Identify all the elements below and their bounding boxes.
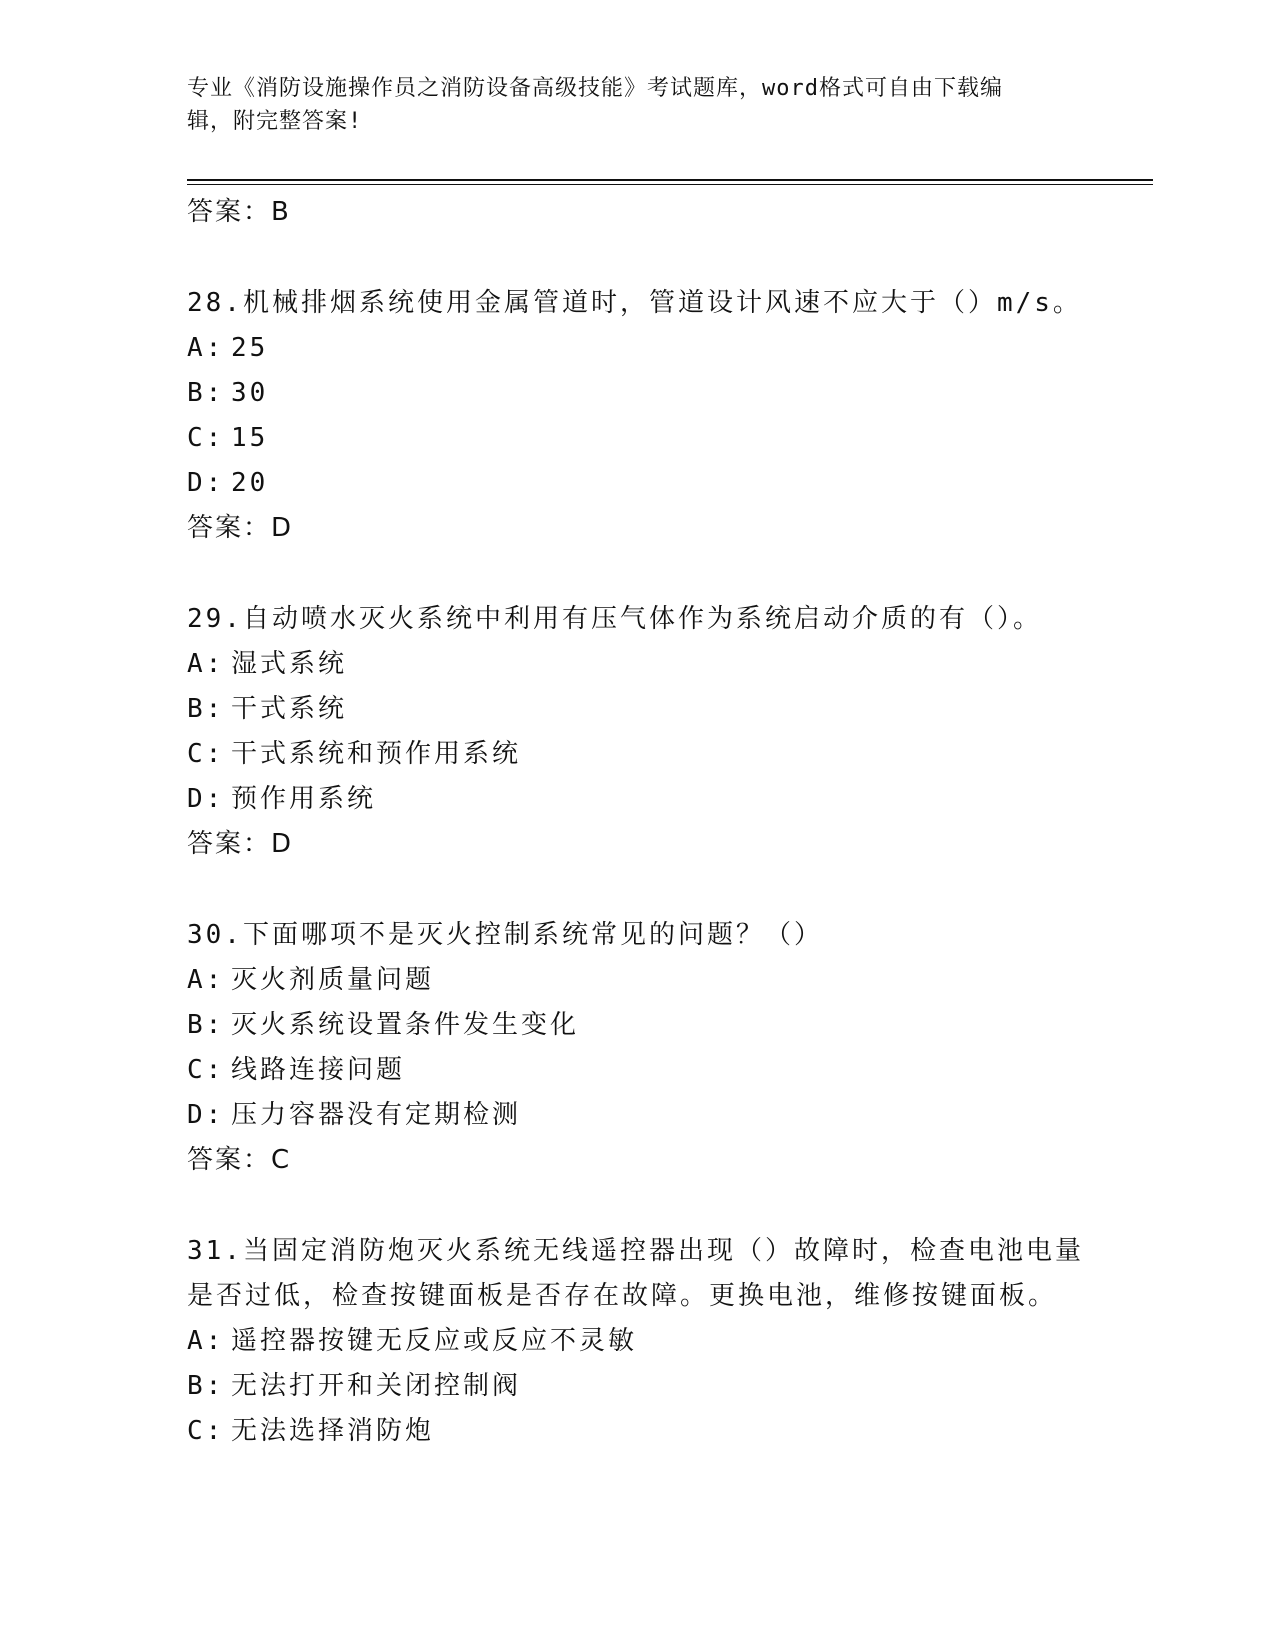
option-label: D:	[187, 784, 225, 814]
question-text: 30.下面哪项不是灭火控制系统常见的问题？（）	[187, 920, 823, 950]
option-b	[187, 1003, 1087, 1048]
question-30	[187, 913, 1087, 1183]
option-text: 无法打开和关闭控制阀	[231, 1371, 522, 1401]
option-label: B:	[187, 694, 225, 724]
option-label: B:	[187, 1010, 225, 1040]
option-label: A:	[187, 965, 225, 995]
option-label: D:	[187, 468, 225, 498]
question-31	[187, 1229, 1087, 1454]
option-label: C:	[187, 423, 225, 453]
option-a	[187, 326, 1087, 371]
option-text: 线路连接问题	[231, 1055, 406, 1085]
option-c	[187, 732, 1087, 777]
option-text: 15	[231, 423, 269, 453]
option-a	[187, 642, 1087, 687]
option-text: 干式系统	[231, 694, 348, 724]
option-text: 干式系统和预作用系统	[231, 739, 522, 769]
option-text: 30	[231, 378, 269, 408]
option-a	[187, 1319, 1087, 1364]
question-29	[187, 597, 1087, 867]
option-text: 压力容器没有定期检测	[231, 1100, 522, 1130]
question-text-line-2: 是否过低，检查按键面板是否存在故障。更换电池，维修按键面板。	[187, 1281, 1058, 1311]
question-list	[187, 190, 1087, 1454]
header-rule-thick	[187, 179, 1153, 181]
option-label: C:	[187, 1055, 225, 1085]
answer: 答案：C	[187, 1145, 292, 1175]
option-d	[187, 461, 1087, 506]
question-text: 29.自动喷水灭火系统中利用有压气体作为系统启动介质的有（）。	[187, 604, 1042, 634]
option-c	[187, 1409, 1087, 1454]
option-text: 预作用系统	[231, 784, 377, 814]
answer: 答案：D	[187, 513, 294, 543]
option-text: 灭火系统设置条件发生变化	[231, 1010, 580, 1040]
option-text: 25	[231, 333, 269, 363]
option-label: A:	[187, 649, 225, 679]
question-text: 28.机械排烟系统使用金属管道时，管道设计风速不应大于（）m/s。	[187, 288, 1082, 318]
header-line-2: 辑，附完整答案!	[187, 109, 363, 134]
option-b	[187, 687, 1087, 732]
option-d	[187, 1093, 1087, 1138]
option-text: 灭火剂质量问题	[231, 965, 435, 995]
option-text: 无法选择消防炮	[231, 1416, 435, 1446]
option-c	[187, 1048, 1087, 1093]
header-line-1: 专业《消防设施操作员之消防设备高级技能》考试题库，word格式可自由下载编	[187, 76, 1003, 101]
option-text: 20	[231, 468, 269, 498]
option-b	[187, 1364, 1087, 1409]
answer-previous: 答案：B	[187, 197, 291, 227]
option-label: C:	[187, 739, 225, 769]
option-label: B:	[187, 378, 225, 408]
question-28	[187, 281, 1087, 551]
option-b	[187, 371, 1087, 416]
question-text-line-1: 31.当固定消防炮灭火系统无线遥控器出现（）故障时，检查电池电量	[187, 1236, 1084, 1266]
option-text: 湿式系统	[231, 649, 348, 679]
document-header	[187, 72, 1067, 138]
header-rule-thin	[187, 184, 1153, 185]
option-d	[187, 777, 1087, 822]
answer: 答案：D	[187, 829, 294, 859]
option-label: C:	[187, 1416, 225, 1446]
option-label: B:	[187, 1371, 225, 1401]
option-label: A:	[187, 1326, 225, 1356]
option-label: D:	[187, 1100, 225, 1130]
option-text: 遥控器按键无反应或反应不灵敏	[231, 1326, 638, 1356]
option-c	[187, 416, 1087, 461]
option-a	[187, 958, 1087, 1003]
option-label: A:	[187, 333, 225, 363]
